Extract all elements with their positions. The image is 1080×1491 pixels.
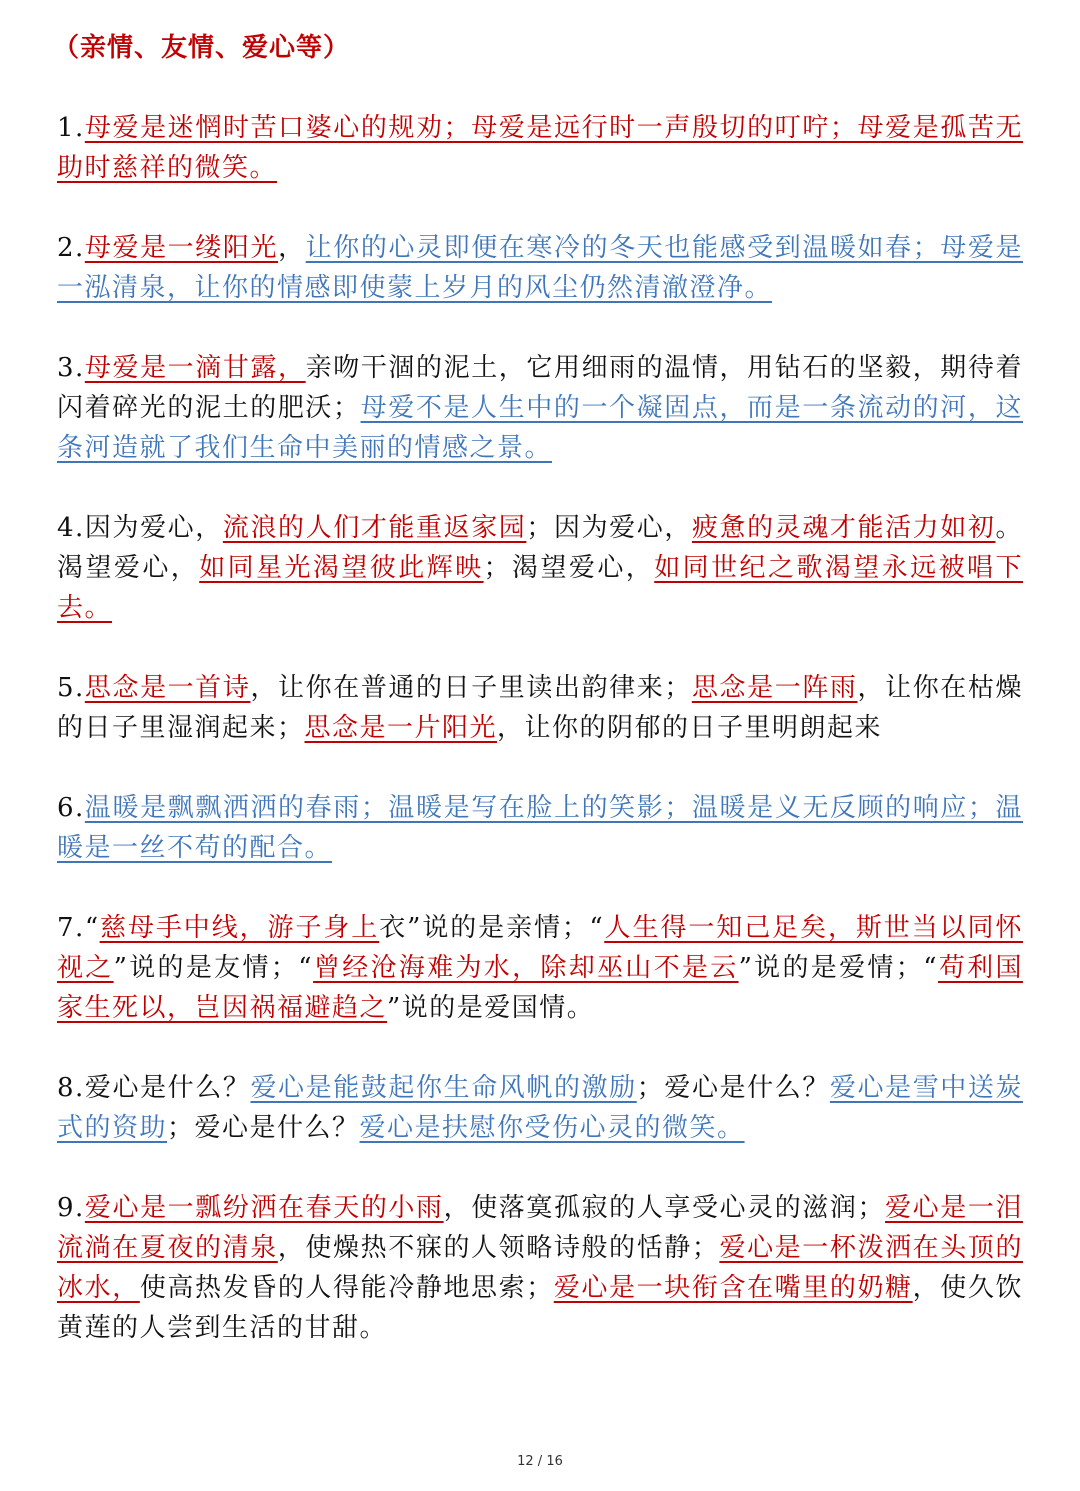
item-text: ，让你的阴郁的日子里明朗起来	[497, 713, 883, 743]
item-text: ；渴望爱心，	[483, 553, 655, 583]
item-number: 6.	[57, 793, 85, 823]
item-list	[57, 108, 1023, 1348]
item-text: ，使燥热不寐的人领略诗般的恬静；	[277, 1233, 720, 1263]
item-number: 5.	[57, 673, 85, 703]
highlighted-text: 曾经沧海难为水，除却巫山不是云	[313, 953, 739, 983]
item-text: 亲吻干涸的泥土，它用细雨的温情，用钻石的坚毅，期待着闪着碎光的泥土的肥沃；	[57, 353, 1023, 423]
highlighted-text: 思念是一片阳光	[304, 713, 498, 743]
item-text: ”说的是爱国情。	[387, 993, 595, 1023]
item-number: 4.	[57, 513, 85, 543]
highlighted-text: 如同星光渴望彼此辉映	[199, 553, 484, 583]
page-separator: /	[537, 1454, 543, 1469]
item-text: ，	[278, 233, 306, 263]
highlighted-text: 爱心是雪中送炭式的资助	[57, 1073, 1023, 1143]
total-pages-number: 16	[546, 1454, 563, 1469]
list-item	[57, 508, 1023, 628]
highlighted-text: 人生得一知己足矣，斯世当以同怀视之	[57, 913, 1023, 983]
highlighted-text: 母爱是一缕阳光	[84, 233, 279, 263]
item-text: 爱心是什么？	[84, 1073, 251, 1103]
highlighted-text: 如同世纪之歌渴望永远被唱下去。	[57, 553, 1023, 623]
highlighted-text: 母爱是一滴甘露，	[84, 353, 306, 383]
item-text: 因为爱心，	[84, 513, 223, 543]
current-page-number: 12	[517, 1454, 534, 1469]
item-number: 1.	[57, 113, 85, 143]
item-text: ，使久饮黄莲的人尝到生活的甘甜。	[57, 1273, 1023, 1343]
item-text: “	[84, 913, 100, 943]
highlighted-text: 母爱是迷惘时苦口婆心的规劝；母爱是远行时一声殷切的叮咛；母爱是孤苦无助时慈祥的微笑。	[57, 113, 1023, 183]
highlighted-text: 让你的心灵即便在寒冷的冬天也能感受到温暖如春；母爱是一泓清泉，让你的情感即使蒙上岁月的风尘仍然清澈澄净。	[57, 233, 1023, 303]
highlighted-text: 爱心是一杯泼洒在头顶的冰水，	[57, 1233, 1023, 1303]
list-item	[57, 908, 1023, 1028]
highlighted-text: 爱心是一瓢纷洒在春天的小雨	[84, 1193, 444, 1223]
item-number: 3.	[57, 353, 85, 383]
list-item	[57, 788, 1023, 868]
item-text: 衣”说的是亲情；“	[379, 913, 605, 943]
highlighted-text: 爱心是一块衔含在嘴里的奶糖	[553, 1273, 913, 1303]
list-item	[57, 668, 1023, 748]
highlighted-text: 思念是一阵雨	[691, 673, 858, 703]
highlighted-text: 流浪的人们才能重返家园	[222, 513, 527, 543]
item-number: 9.	[57, 1193, 85, 1223]
item-text: ，让你在枯燥的日子里湿润起来；	[57, 673, 1023, 743]
list-item	[57, 228, 1023, 308]
item-text: 。渴望爱心，	[57, 513, 1023, 583]
highlighted-text: 爱心是扶慰你受伤心灵的微笑。	[359, 1113, 745, 1143]
item-text: ；爱心是什么？	[167, 1113, 360, 1143]
item-text: 使高热发昏的人得能冷静地思索；	[139, 1273, 554, 1303]
highlighted-text: 温暖是飘飘洒洒的春雨；温暖是写在脸上的笑影；温暖是义无反顾的响应；温暖是一丝不苟的配合。	[57, 793, 1023, 863]
item-text: ，使落寞孤寂的人享受心灵的滋润；	[443, 1193, 885, 1223]
highlighted-text: 爱心是能鼓起你生命风帆的激励	[250, 1073, 637, 1103]
item-text: ；爱心是什么？	[636, 1073, 830, 1103]
highlighted-text: 爱心是一泪流淌在夏夜的清泉	[57, 1193, 1023, 1263]
highlighted-text: 慈母手中线，游子身上	[99, 913, 380, 943]
list-item	[57, 1068, 1023, 1148]
item-text: ”说的是友情；“	[113, 953, 314, 983]
item-number: 2.	[57, 233, 85, 263]
highlighted-text: 疲惫的灵魂才能活力如初	[691, 513, 996, 543]
section-heading: （亲情、友情、爱心等）	[53, 33, 351, 63]
item-text: ，让你在普通的日子里读出韵律来；	[250, 673, 692, 703]
document-page	[53, 28, 1023, 1388]
item-text: ”说的是爱情；“	[738, 953, 939, 983]
item-number: 8.	[57, 1073, 85, 1103]
item-text: ；因为爱心，	[526, 513, 692, 543]
item-number: 7.	[57, 913, 85, 943]
highlighted-text: 苟利国家生死以，岂因祸福避趋之	[57, 953, 1023, 1023]
highlighted-text: 思念是一首诗	[84, 673, 251, 703]
highlighted-text: 母爱不是人生中的一个凝固点，而是一条流动的河，这条河造就了我们生命中美丽的情感之景。	[57, 393, 1023, 463]
list-item	[57, 348, 1023, 468]
list-item	[57, 108, 1023, 188]
page-footer	[0, 1454, 1080, 1469]
list-item	[57, 1188, 1023, 1348]
